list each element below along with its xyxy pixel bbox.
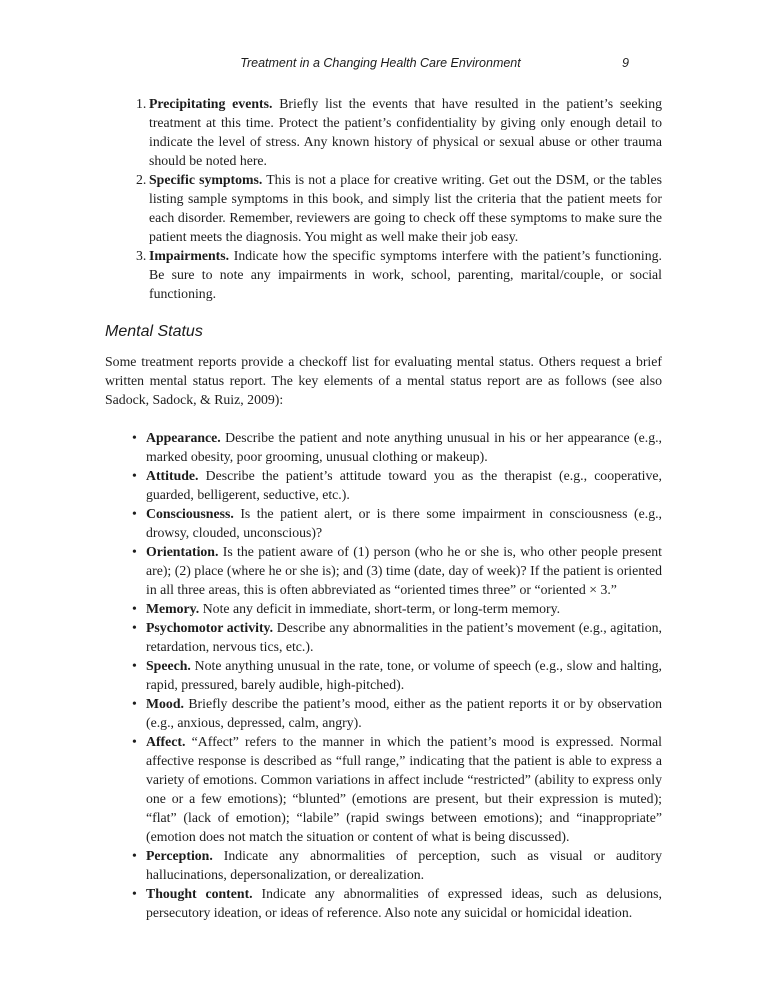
item-number: 3. — [136, 248, 147, 263]
item-text: Note any deficit in immediate, short-term, or long-term memory. — [202, 601, 561, 616]
bullet-icon: • — [132, 601, 137, 616]
bullet-icon: • — [132, 848, 137, 863]
item-term: Attitude. — [146, 468, 199, 483]
item-text: Indicate any abnormalities of perception, such as visual or auditory hallucinations, depersonalization, or derealization. — [146, 848, 662, 882]
list-item — [132, 504, 662, 542]
list-item — [122, 170, 662, 246]
bullet-icon: • — [132, 620, 137, 635]
item-text: Describe the patient’s attitude toward you as the therapist (e.g., cooperative, guarded, belligerent, seductive, etc.). — [146, 468, 662, 502]
item-text: Note anything unusual in the rate, tone, or volume of speech (e.g., slow and halting, rapid, pressured, barely audible, high-pitched). — [146, 658, 662, 692]
list-item — [132, 542, 662, 599]
mental-status-list — [132, 428, 662, 922]
running-header — [0, 56, 761, 76]
list-item — [132, 656, 662, 694]
bullet-icon: • — [132, 886, 137, 901]
item-text: Indicate any abnormalities of expressed ideas, such as delusions, persecutory ideation, or ideas of reference. Also note any suicidal or homicidal ideation. — [146, 886, 662, 920]
section-heading: Mental Status — [105, 323, 203, 340]
bullet-icon: • — [132, 734, 137, 749]
item-text: This is not a place for creative writing. Get out the DSM, or the tables listing sample symptoms in this book, and simply list the criteria that the patient meets for each disorder. Remember, reviewers are going to check off these symptoms to make sure the patient meets the diagnosis. You might as well make their job easy. — [149, 172, 663, 244]
item-text: “Affect” refers to the manner in which the patient’s mood is expressed. Normal affective response is described as “full range,” indicating that the patient is able to express a variety of emotions. Common variations in affect include “restricted” (ability to express only one or a few emotions); “blunted” (emotions are present, but their expression is muted); “flat” (lack of emotion); “labile” (rapid swings between emotions); and “inappropriate” (emotion does not match the situation or content of what is being discussed). — [146, 734, 663, 844]
item-term: Psychomotor activity. — [146, 620, 274, 635]
item-text: Briefly list the events that have resulted in the patient’s seeking treatment at this time. Protect the patient’s confidentiality by giving only enough detail to indicate the level of stress. Any known history of physical or sexual abuse or other trauma should be noted here. — [149, 96, 663, 168]
item-term: Affect. — [146, 734, 186, 749]
bullet-icon: • — [132, 658, 137, 673]
item-term: Specific symptoms. — [149, 172, 263, 187]
list-item — [132, 884, 662, 922]
bullet-icon: • — [132, 468, 137, 483]
list-item — [132, 846, 662, 884]
item-term: Memory. — [146, 601, 200, 616]
item-term: Orientation. — [146, 544, 219, 559]
item-number: 2. — [136, 172, 147, 187]
report-elements-list — [122, 94, 662, 303]
item-term: Speech. — [146, 658, 191, 673]
running-title: Treatment in a Changing Health Care Environment — [240, 56, 521, 70]
page-number: 9 — [622, 56, 629, 70]
item-text: Describe the patient and note anything unusual in his or her appearance (e.g., marked obesity, poor grooming, unusual clothing or makeup). — [146, 430, 662, 464]
item-term: Appearance. — [146, 430, 221, 445]
list-item — [132, 599, 662, 618]
list-item — [132, 618, 662, 656]
item-term: Mood. — [146, 696, 184, 711]
item-term: Impairments. — [149, 248, 230, 263]
bullet-icon: • — [132, 430, 137, 445]
item-term: Precipitating events. — [149, 96, 273, 111]
list-item — [122, 246, 662, 303]
item-text: Describe any abnormalities in the patient’s movement (e.g., agitation, retardation, nervous tics, etc.). — [146, 620, 663, 654]
item-number: 1. — [136, 96, 147, 111]
list-item — [132, 466, 662, 504]
bullet-icon: • — [132, 696, 137, 711]
item-term: Perception. — [146, 848, 213, 863]
list-item — [132, 694, 662, 732]
item-text: Is the patient aware of (1) person (who he or she is, who other people present are); (2) place (where he or she is); and (3) time (date, day of week)? If the patient is oriented in all three areas, this is often abbreviated as “oriented times three” or “oriented × 3.” — [146, 544, 662, 597]
item-text: Indicate how the specific symptoms interfere with the patient’s functioning. Be sure to note any impairments in work, school, parenting, marital/couple, or social functioning. — [149, 248, 662, 301]
item-text: Is the patient alert, or is there some impairment in consciousness (e.g., drowsy, clouded, unconscious)? — [146, 506, 663, 540]
item-text: Briefly describe the patient’s mood, either as the patient reports it or by observation (e.g., anxious, depressed, calm, angry). — [146, 696, 662, 730]
item-term: Thought content. — [146, 886, 253, 901]
list-item — [122, 94, 662, 170]
item-term: Consciousness. — [146, 506, 234, 521]
section-intro: Some treatment reports provide a checkoff list for evaluating mental status. Others request a brief written mental status report. The key elements of a mental status report are as follows (see also Sadock, Sadock, & Ruiz, 2009): — [105, 354, 662, 407]
list-item — [132, 428, 662, 466]
bullet-icon: • — [132, 544, 137, 559]
list-item — [132, 732, 662, 846]
bullet-icon: • — [132, 506, 137, 521]
